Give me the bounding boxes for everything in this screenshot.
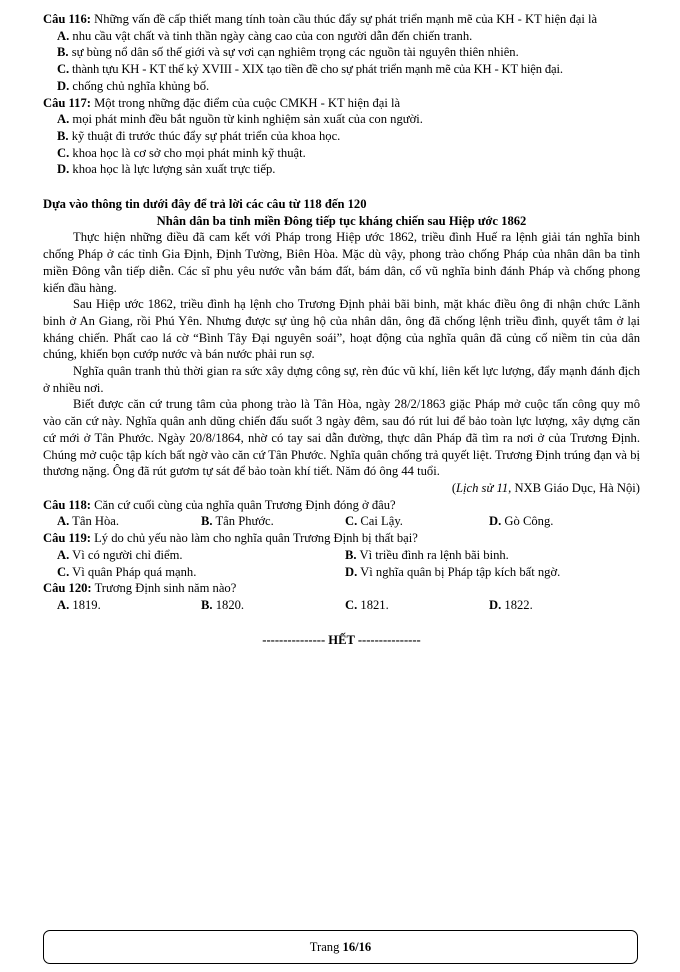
passage-paragraph: Biết được căn cứ trung tâm của phong trào là Tân Hòa, ngày 28/2/1863 giặc Pháp mở cuộc tấn công quy mô vào căn cứ này. Nghĩa quân anh dũng chiến đấu suốt 3 ngày đêm, sau đó rút lui để bảo toàn lực lượng, xây dựng căn cứ mới ở Tân Phước. Ngày 20/8/1864, nhờ có tay sai dẫn đường, thực dân Pháp đã tìm ra nơi ở của Trương Định. Chúng mở cuộc tập kích bất ngờ vào căn cứ Tân Phước. Nghĩa quân chống trả quyết liệt. Trương Định trúng đạn và bị thương nặng. Ông đã rút gươm tự sát để bảo toàn khí tiết. Năm đó ông 44 tuổi.: [43, 397, 640, 479]
question-text: Những vấn đề cấp thiết mang tính toàn cầu thúc đẩy sự phát triển mạnh mẽ của KH - KT hiện đại là: [94, 12, 598, 26]
option-b: B. Vì triều đình ra lệnh bãi binh.: [345, 547, 509, 562]
option-c: C. 1821.: [345, 597, 389, 612]
option-a: A. nhu cầu vật chất và tinh thần ngày càng cao của con người dẫn đến chiến tranh.: [57, 28, 473, 43]
question-label: Câu 120:: [43, 581, 92, 596]
question-116: [43, 11, 640, 28]
question-118: [43, 497, 640, 514]
end-mark: --------------- HẾT ---------------: [262, 632, 421, 647]
passage-paragraph: Sau Hiệp ước 1862, triều đình hạ lệnh cho Trương Định phải bãi binh, mặt khác điều ông đi nhận chức Lãnh binh ở An Giang, rồi Phú Yên. Nhưng được sự ủng hộ của nhân dân, ông đã chống lệnh triều đình, quyết tâm ở lại kháng chiến. Phất cao lá cờ “Bình Tây Đại nguyên soái”, hoạt động của nghĩa quân đã củng cố niềm tin của dân chúng, khiến bọn cướp nước và bán nước phải run sợ.: [43, 297, 640, 362]
options-row: [43, 597, 640, 614]
option-c: C. Cai Lậy.: [345, 514, 403, 529]
option-a: A. Tân Hòa.: [57, 514, 120, 529]
question-117: [43, 95, 640, 112]
question-119: [43, 530, 640, 547]
question-text: Một trong những đặc điểm của cuộc CMKH - KT hiện đại là: [94, 95, 401, 110]
option-b: B. sự bùng nổ dân số thế giới và sự vơi cạn nghiêm trọng các nguồn tài nguyên thiên nhiên.: [57, 45, 519, 60]
option-a: A. Vì có người chỉ điểm.: [57, 547, 183, 562]
question-120: [43, 580, 640, 597]
option-b: B. 1820.: [201, 597, 245, 612]
page-label: Trang: [309, 939, 343, 954]
options-row: [43, 513, 640, 530]
option-b: B. Tân Phước.: [201, 514, 274, 529]
question-text: Trương Định sinh năm nào?: [94, 581, 237, 596]
question-label: Câu 118:: [43, 497, 91, 512]
passage-source: (Lịch sử 11, NXB Giáo Dục, Hà Nội): [451, 480, 640, 495]
option-a: A. mọi phát minh đều bắt nguồn từ kinh nghiệm sản xuất của con người.: [57, 112, 423, 127]
page-footer: [43, 930, 638, 964]
question-text: Lý do chủ yếu nào làm cho nghĩa quân Trương Định bị thất bại?: [94, 531, 418, 546]
option-d: D. Gò Công.: [489, 514, 554, 529]
option-c: C. khoa học là cơ sở cho mọi phát minh kỹ thuật.: [57, 145, 306, 160]
options-row: [43, 547, 640, 564]
option-d: D. 1822.: [489, 597, 533, 612]
page-number: 16/16: [342, 939, 372, 954]
passage-instruction: Dựa vào thông tin dưới đây để trả lời các câu từ 118 đến 120: [43, 197, 367, 212]
option-d: D. chống chủ nghĩa khủng bố.: [57, 78, 210, 93]
option-b: B. kỹ thuật đi trước thúc đẩy sự phát triển của khoa học.: [57, 128, 341, 143]
question-label: Câu 116:: [43, 12, 91, 26]
option-d: D. khoa học là lực lượng sản xuất trực tiếp.: [57, 162, 276, 177]
options-row: [43, 564, 640, 581]
option-a: A. 1819.: [57, 597, 101, 612]
passage-paragraph: Nghĩa quân tranh thủ thời gian ra sức xây dựng công sự, rèn đúc vũ khí, liên kết lực lượng, đẩy mạnh đánh địch ở nhiều nơi.: [43, 364, 640, 395]
passage-title: Nhân dân ba tỉnh miền Đông tiếp tục kháng chiến sau Hiệp ước 1862: [156, 213, 527, 228]
passage-paragraph: Thực hiện những điều đã cam kết với Pháp trong Hiệp ước 1862, triều đình Huế ra lệnh giải tán nghĩa binh chống Pháp ở các tỉnh Gia Định, Định Tường, Biên Hòa. Mặc dù vậy, phong trào chống Pháp của nhân dân ba tỉnh miền Đông vẫn tiếp diễn. Các sĩ phu yêu nước vẫn bám đất, bám dân, cổ vũ nghĩa binh đánh Pháp và chống phong kiến đầu hàng.: [43, 230, 640, 295]
option-c: C. Vì quân Pháp quá mạnh.: [57, 564, 197, 579]
question-label: Câu 119:: [43, 531, 91, 546]
option-d: D. Vì nghĩa quân bị Pháp tập kích bất ngờ.: [345, 564, 561, 579]
exam-page: [43, 11, 640, 648]
option-c: C. thành tựu KH - KT thế kỷ XVIII - XIX tạo tiền đề cho sự phát triển mạnh mẽ của KH - KT hiện đại.: [57, 62, 563, 77]
question-label: Câu 117:: [43, 95, 91, 110]
question-text: Căn cứ cuối cùng của nghĩa quân Trương Định đóng ở đâu?: [94, 497, 396, 512]
